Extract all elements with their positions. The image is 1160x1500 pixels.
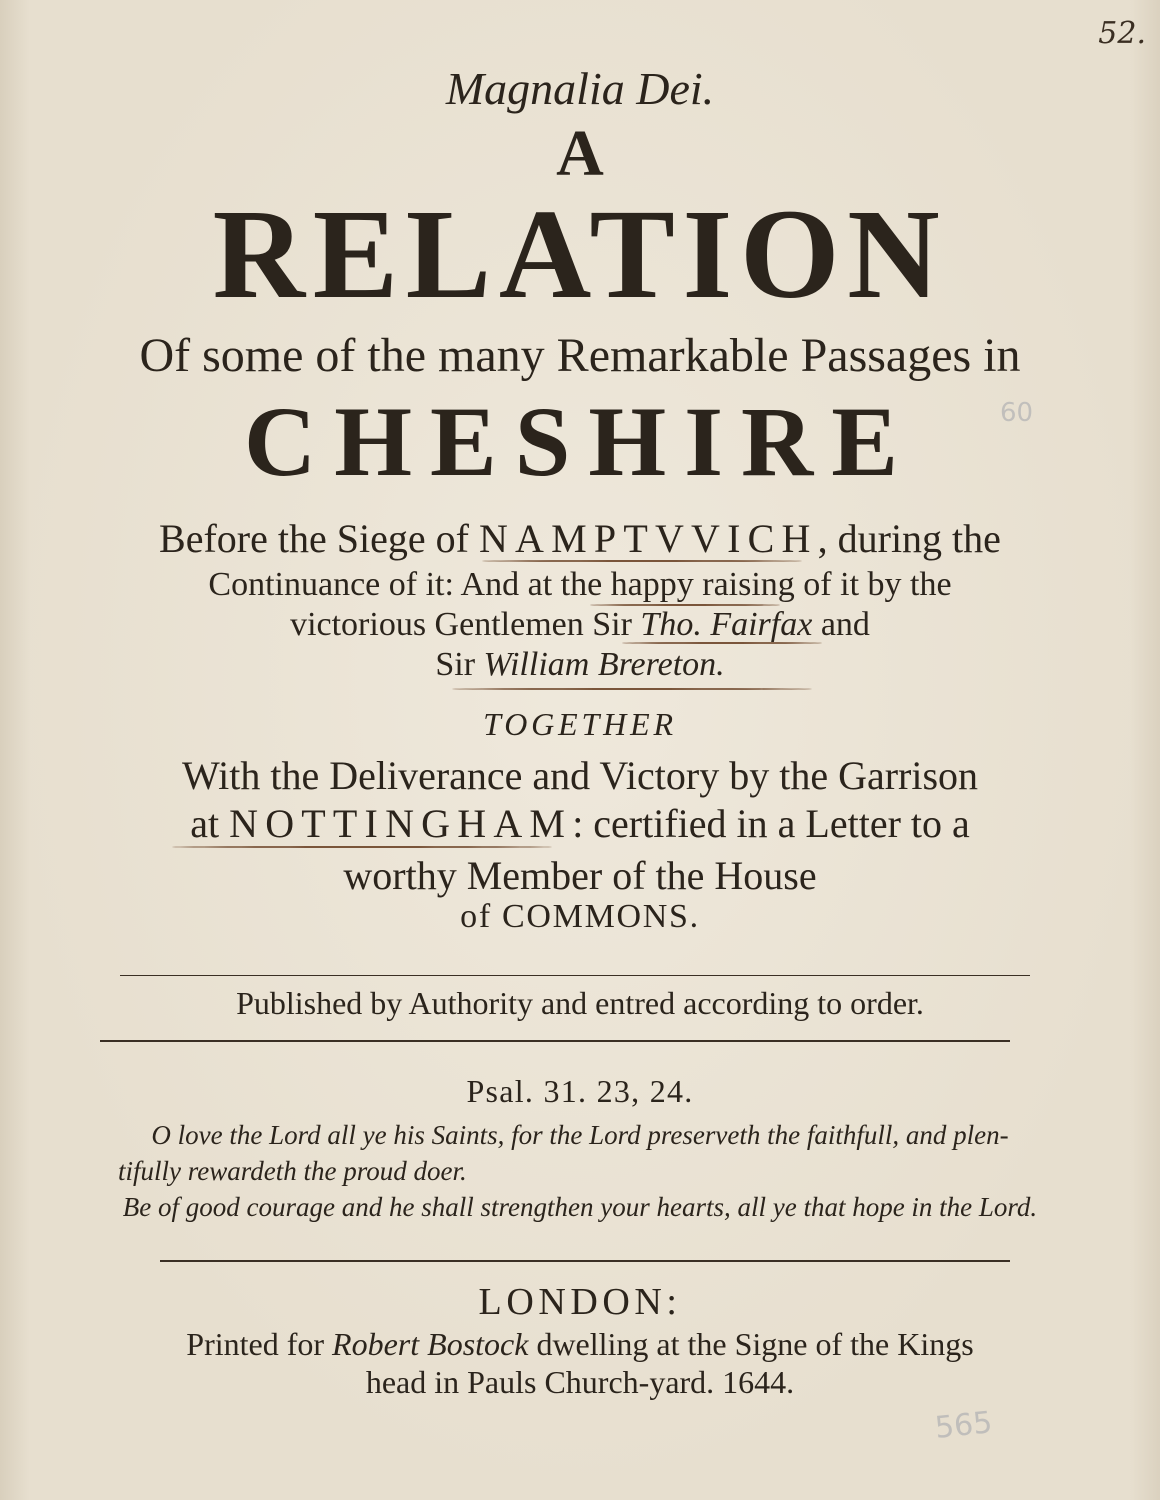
rule-divider <box>100 1040 1010 1042</box>
rule-divider <box>120 975 1030 976</box>
ink-underline <box>452 688 812 690</box>
line-nottingham <box>0 800 1160 847</box>
line-deliverance: With the Deliverance and Victory by the Garrison <box>181 753 979 798</box>
title-cheshire: CHESHIRE <box>244 386 916 497</box>
line-sir-brereton <box>0 646 1160 684</box>
line-continuance: Continuance of it: And at the happy raising of it by the <box>208 566 952 603</box>
name-fairfax: Tho. Fairfax <box>640 606 813 643</box>
imprint-printer <box>0 1326 1160 1363</box>
ink-underline <box>622 642 822 644</box>
psalm-reference: Psal. 31. 23, 24. <box>466 1073 694 1109</box>
text: at <box>190 801 230 846</box>
line-victorious-gentlemen <box>0 606 1160 644</box>
magnalia-dei-heading: Magnalia Dei. <box>445 63 715 114</box>
name-brereton: William Brereton. <box>483 646 725 683</box>
text: victorious Gentlemen Sir <box>290 606 641 643</box>
title-article: A <box>556 117 604 190</box>
psalm-verse-line-3: Be of good courage and he shall strengthen your hearts, all ye that hope in the Lord. <box>122 1192 1038 1222</box>
line-house-of-commons: of COMMONS. <box>460 898 700 935</box>
psalm-verse-line-2: tifully rewardeth the proud doer. <box>118 1156 467 1186</box>
text: Printed for <box>186 1326 333 1362</box>
imprimatur-line: Published by Authority and entred according to order. <box>236 985 924 1021</box>
pencil-annotation: 60 <box>1000 398 1034 428</box>
heading-together: TOGETHER <box>483 706 677 742</box>
ink-underline <box>482 560 802 562</box>
imprint-place: LONDON: <box>478 1281 682 1323</box>
text: : certified in a Letter to a <box>572 801 970 846</box>
title-relation: RELATION <box>212 183 948 325</box>
name-bostock: Robert Bostock <box>332 1326 529 1362</box>
imprint-address-date: head in Pauls Church-yard. 1644. <box>365 1364 795 1400</box>
text: Before the Siege of <box>159 516 479 561</box>
place-name-namptwich: NAMPTVVICH <box>478 516 818 561</box>
folio-number: 52. <box>1098 16 1146 51</box>
text: and <box>812 606 870 643</box>
text: , during the <box>817 516 1001 561</box>
rule-divider <box>160 1260 1010 1262</box>
psalm-verse-line-1: O love the Lord all ye his Saints, for the Lord preserveth the faithfull, and plen- <box>151 1120 1009 1150</box>
place-name-nottingham: NOTTINGHAM <box>229 801 573 846</box>
subtitle-remarkable-passages: Of some of the many Remarkable Passages in <box>139 329 1021 382</box>
line-before-siege <box>0 515 1160 562</box>
text: dwelling at the Signe of the Kings <box>528 1326 974 1362</box>
line-worthy-member: worthy Member of the House <box>343 853 817 898</box>
pencil-annotation: 565 <box>933 1405 994 1446</box>
text: Sir <box>435 646 484 683</box>
ink-underline <box>172 846 552 848</box>
